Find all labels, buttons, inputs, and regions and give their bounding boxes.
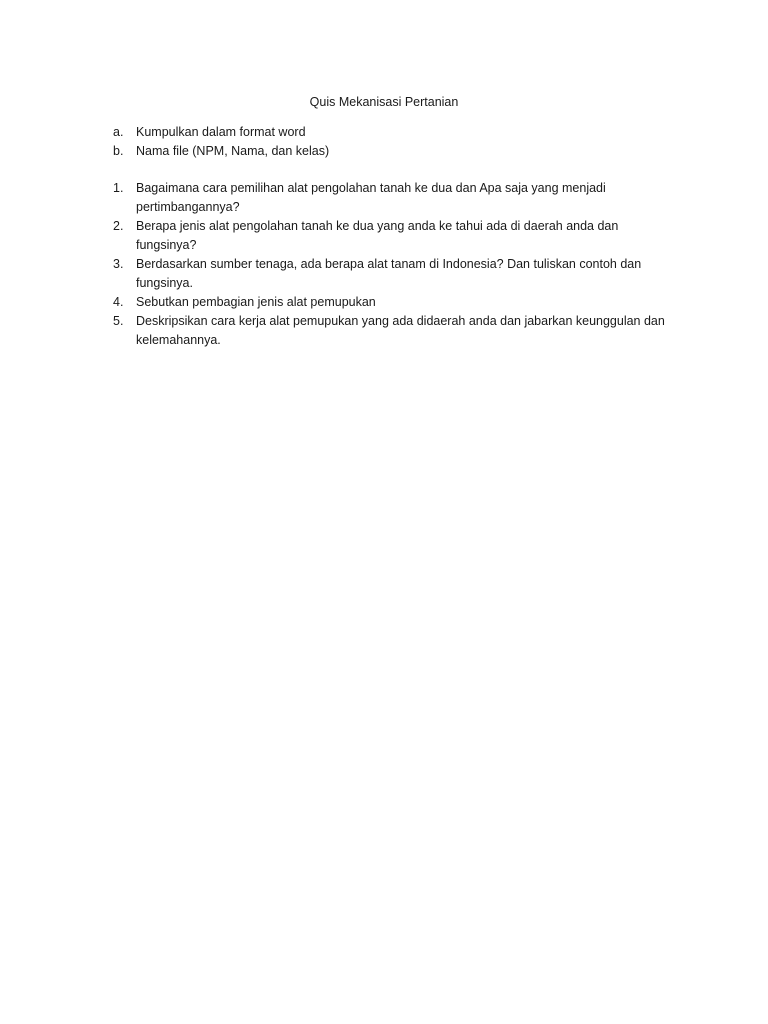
question-text-line: kelemahannya. — [136, 333, 221, 347]
question-number: 2. — [113, 219, 124, 233]
instruction-list — [113, 123, 673, 161]
question-item — [113, 179, 673, 217]
question-number: 4. — [113, 295, 124, 309]
instruction-item — [113, 123, 673, 142]
question-text-line: Berdasarkan sumber tenaga, ada berapa alat tanam di Indonesia? Dan tuliskan contoh dan — [136, 257, 642, 271]
document-title: Quis Mekanisasi Pertanian — [309, 95, 459, 109]
question-list — [113, 179, 673, 350]
question-item — [113, 255, 673, 293]
question-text-line: fungsinya. — [136, 276, 193, 290]
question-item — [113, 312, 673, 350]
question-number: 5. — [113, 314, 124, 328]
question-text-line: pertimbangannya? — [136, 200, 240, 214]
question-number: 1. — [113, 181, 124, 195]
instruction-marker: b. — [113, 144, 124, 158]
instruction-text: Nama file (NPM, Nama, dan kelas) — [136, 144, 330, 158]
question-text-line: Sebutkan pembagian jenis alat pemupukan — [136, 295, 376, 309]
question-text-line: Berapa jenis alat pengolahan tanah ke dua yang anda ke tahui ada di daerah anda dan — [136, 219, 619, 233]
question-item — [113, 293, 673, 312]
instruction-text: Kumpulkan dalam format word — [136, 125, 306, 139]
question-text-line: fungsinya? — [136, 238, 197, 252]
question-text-line: Bagaimana cara pemilihan alat pengolahan tanah ke dua dan Apa saja yang menjadi — [136, 181, 606, 195]
question-text-line: Deskripsikan cara kerja alat pemupukan yang ada didaerah anda dan jabarkan keunggulan dan — [136, 314, 665, 328]
question-item — [113, 217, 673, 255]
question-number: 3. — [113, 257, 124, 271]
instruction-marker: a. — [113, 125, 124, 139]
instruction-item — [113, 142, 673, 161]
